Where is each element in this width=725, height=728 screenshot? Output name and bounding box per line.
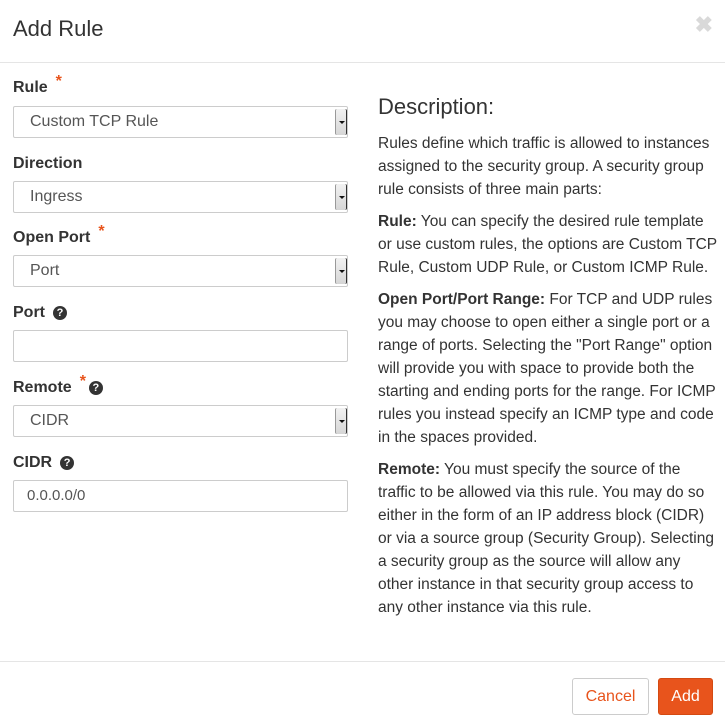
rule-select-value: Custom TCP Rule (30, 113, 159, 130)
description-port (378, 288, 718, 449)
modal-title: Add Rule (13, 16, 104, 41)
remote-select[interactable] (13, 405, 348, 437)
remote-group (13, 373, 348, 429)
cidr-label: CIDR (13, 454, 53, 471)
direction-select-value: Ingress (30, 188, 83, 205)
required-mark: * (98, 223, 105, 240)
port-label-row (13, 304, 348, 324)
description-rule-heading: Rule: (378, 213, 417, 230)
port-input[interactable] (13, 330, 348, 362)
remote-label: Remote (13, 379, 72, 396)
description-title: Description: (378, 94, 495, 119)
rule-label-row (13, 73, 348, 99)
direction-group (13, 155, 348, 205)
remote-label-row (13, 373, 348, 399)
open-port-label: Open Port (13, 229, 91, 246)
description-remote (378, 458, 718, 619)
required-mark: * (79, 373, 86, 390)
description-port-text: For TCP and UDP rules you may choose to open either a single port or a range of ports. Selecting the "Port Range" option will provide you with space to provide both the starting and ending ports for the range. For ICMP rules you instead specify an ICMP type and code in the spaces provided. (378, 291, 716, 446)
modal-header (0, 0, 725, 63)
direction-label-row (13, 155, 348, 175)
open-port-select[interactable] (13, 255, 348, 287)
cidr-label-row (13, 454, 348, 474)
required-mark: * (55, 73, 62, 90)
chevron-down-icon[interactable] (335, 258, 347, 284)
remote-select-value: CIDR (30, 412, 70, 429)
description-remote-heading: Remote: (378, 461, 441, 478)
question-circle-icon[interactable]: ? (53, 306, 67, 320)
description-remote-text: You must specify the source of the traffic to be allowed via this rule. You may do so either in the form of an IP address block (CIDR) or via a source group (Security Group). Selecting a security group as the source will allow any other instance in that security group access to any other instance via this rule. (378, 461, 714, 616)
port-group (13, 304, 348, 324)
open-port-label-row (13, 223, 348, 249)
rule-select[interactable] (13, 106, 348, 138)
description-rule-text: You can specify the desired rule template or use custom rules, the options are Custom TCP Rule, Custom UDP Rule, or Custom ICMP Rule. (378, 213, 717, 276)
rule-group (13, 73, 348, 130)
question-circle-icon[interactable]: ? (60, 456, 74, 470)
modal-footer (0, 661, 725, 728)
description-port-heading: Open Port/Port Range: (378, 291, 546, 308)
chevron-down-icon[interactable] (335, 109, 347, 135)
question-circle-icon[interactable]: ? (89, 381, 103, 395)
chevron-down-icon[interactable] (335, 408, 347, 434)
close-icon[interactable]: ✖ (694, 12, 713, 37)
cidr-input[interactable]: 0.0.0.0/0 (13, 480, 348, 512)
open-port-select-value: Port (30, 262, 60, 279)
direction-select[interactable] (13, 181, 348, 213)
cidr-group (13, 454, 348, 504)
cancel-button[interactable]: Cancel (572, 678, 649, 715)
description-rule (378, 210, 718, 279)
rule-label: Rule (13, 79, 48, 96)
port-label: Port (13, 304, 45, 321)
add-button[interactable]: Add (658, 678, 713, 715)
description-panel (378, 94, 718, 628)
description-intro: Rules define which traffic is allowed to instances assigned to the security group. A security group rule consists of three main parts: (378, 135, 710, 198)
chevron-down-icon[interactable] (335, 184, 347, 210)
open-port-group (13, 223, 348, 279)
direction-label: Direction (13, 155, 83, 172)
